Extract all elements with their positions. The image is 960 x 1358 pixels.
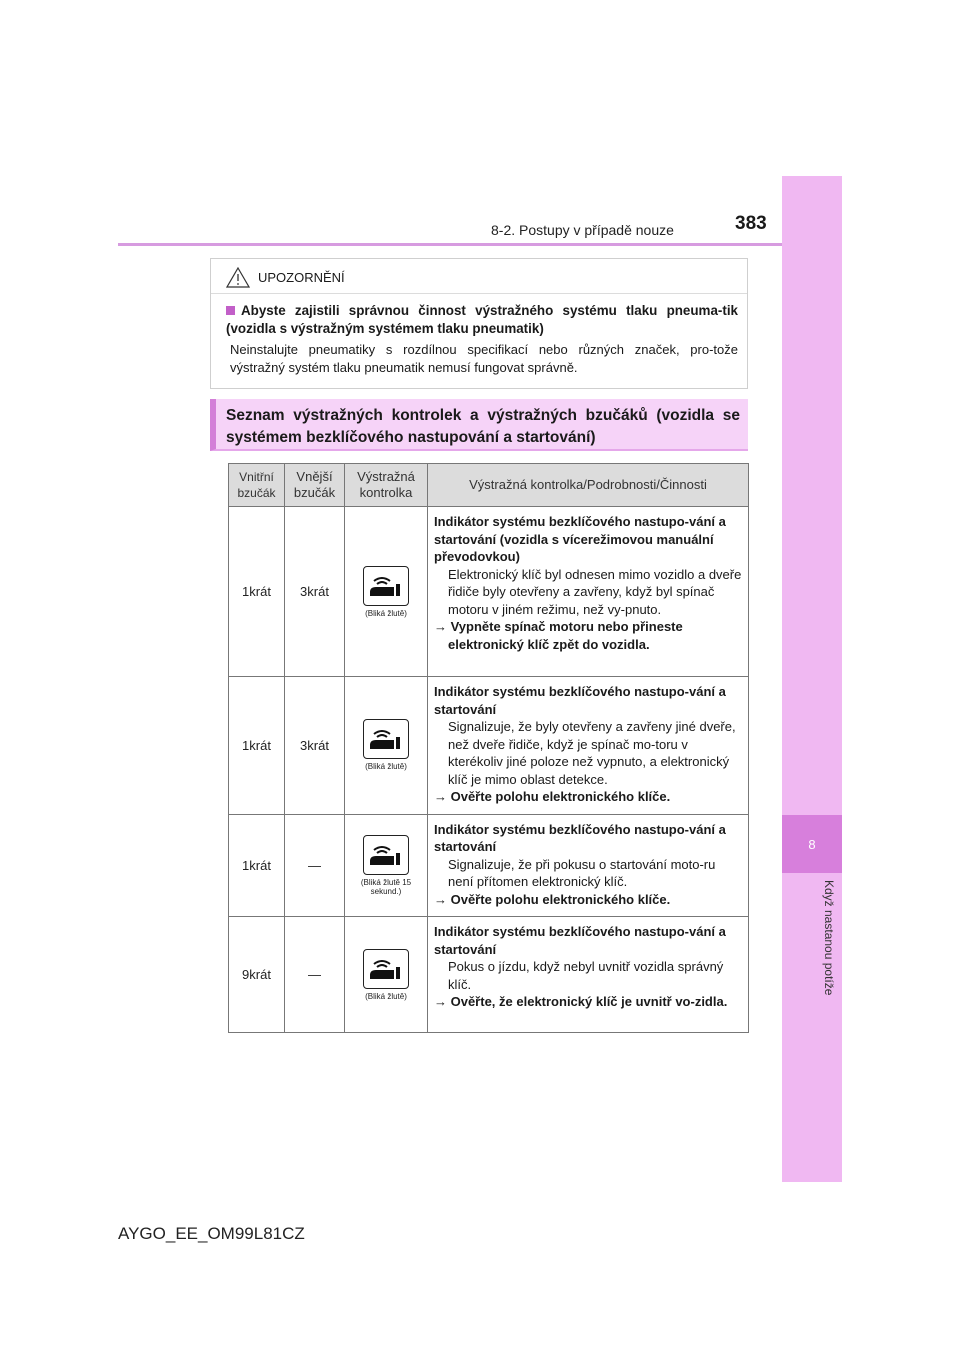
warning-body: Neinstalujte pneumatiky s rozdílnou specifikací nebo různých značek, pro-tože výstražný systém tlaku pneumatik nemusí fungovat správně. <box>230 342 738 375</box>
light-icon-wrap <box>345 835 427 896</box>
list-header <box>210 399 748 451</box>
table-row <box>229 677 749 815</box>
blink-note: (Bliká žlutě 15 sekund.) <box>360 877 412 896</box>
cell-details <box>428 814 749 917</box>
smart-key-indicator-icon <box>363 835 409 875</box>
table-header-row <box>229 464 749 507</box>
cell-external: 3krát <box>285 677 345 815</box>
smart-key-indicator-icon <box>363 719 409 759</box>
header-details: Výstražná kontrolka/Podrobnosti/Činnosti <box>428 464 749 507</box>
cell-details <box>428 917 749 1033</box>
detail-text: Signalizuje, že při pokusu o startování moto-ru není přítomen elektronický klíč. <box>448 856 716 889</box>
cell-light <box>345 814 428 917</box>
cell-internal: 1krát <box>229 677 285 815</box>
warning-box <box>210 258 748 389</box>
detail-action: → Ověřte, že elektronický klíč je uvnitř vo-zidla. <box>434 994 728 1009</box>
table-row <box>229 917 749 1033</box>
warning-title-text: Abyste zajistili správnou činnost výstražného systému tlaku pneuma-tik (vozidla s výstražným systémem tlaku pneumatik) <box>226 303 738 336</box>
bullet-square-icon <box>226 306 235 315</box>
detail-action: → Ověřte polohu elektronického klíče. <box>434 789 671 804</box>
section-title: 8-2. Postupy v případě nouze <box>491 222 674 238</box>
smart-key-indicator-icon <box>363 566 409 606</box>
cell-external: 3krát <box>285 507 345 677</box>
detail-text: Pokus o jízdu, když nebyl uvnitř vozidla správný klíč. <box>448 959 724 992</box>
detail-action: → Vypněte spínač motoru nebo přineste elektronický klíč zpět do vozidla. <box>434 619 683 652</box>
blink-note: (Bliká žlutě) <box>365 991 407 1001</box>
cell-internal: 9krát <box>229 917 285 1033</box>
chapter-number: 8 <box>782 815 842 873</box>
cell-light <box>345 917 428 1033</box>
light-icon-wrap <box>345 566 427 618</box>
cell-internal: 1krát <box>229 507 285 677</box>
table-row <box>229 507 749 677</box>
cell-internal: 1krát <box>229 814 285 917</box>
header-warning-light: Výstražná kontrolka <box>345 464 428 507</box>
warning-header <box>226 264 345 290</box>
detail-text: Elektronický klíč byl odnesen mimo vozidlo a dveře řidiče byly otevřeny a zavřeny, když byl spínač motoru v jiném režimu, než vy-pnuto. <box>448 566 742 617</box>
blink-note: (Bliká žlutě) <box>365 608 407 618</box>
header-internal-buzzer: Vnitřní bzučák <box>229 464 285 507</box>
warning-label: UPOZORNĚNÍ <box>258 269 345 285</box>
detail-title: Indikátor systému bezklíčového nastupo-vání a startování <box>434 684 726 717</box>
cell-details <box>428 677 749 815</box>
detail-title: Indikátor systému bezklíčového nastupo-vání a startování <box>434 821 726 854</box>
warning-table <box>228 463 749 1033</box>
detail-title: Indikátor systému bezklíčového nastupo-vání a startování (vozidla s vícerežimovou manuální převodovkou) <box>434 514 726 564</box>
document-code: AYGO_EE_OM99L81CZ <box>118 1224 305 1243</box>
light-icon-wrap <box>345 949 427 1001</box>
header-external-buzzer: Vnější bzučák <box>285 464 345 507</box>
side-chapter-tab <box>782 176 842 1182</box>
detail-text: Signalizuje, že byly otevřeny a zavřeny jiné dveře, než dveře řidiče, když je spínač mo-toru v kterékoliv jiné poloze než vypnuto, a elektronický klíč je mimo oblast detekce. <box>448 719 736 787</box>
smart-key-indicator-icon <box>363 949 409 989</box>
detail-action: → Ověřte polohu elektronického klíče. <box>434 891 671 907</box>
page-number: 383 <box>735 213 767 234</box>
table-row <box>229 814 749 917</box>
warning-triangle-icon <box>226 267 250 288</box>
cell-light <box>345 507 428 677</box>
cell-external: — <box>285 814 345 917</box>
warning-divider <box>211 293 747 294</box>
cell-details <box>428 507 749 677</box>
blink-note: (Bliká žlutě) <box>365 762 407 772</box>
warning-title <box>226 302 738 338</box>
detail-title: Indikátor systému bezklíčového nastupo-vání a startování <box>434 924 726 957</box>
chapter-label: Když nastanou potíže <box>822 880 836 996</box>
header-divider <box>118 243 782 246</box>
cell-light <box>345 677 428 815</box>
cell-external: — <box>285 917 345 1033</box>
light-icon-wrap <box>345 719 427 771</box>
list-header-title: Seznam výstražných kontrolek a výstražných bzučáků (vozidla se systémem bezklíčového nastupování a startování) <box>226 407 740 446</box>
